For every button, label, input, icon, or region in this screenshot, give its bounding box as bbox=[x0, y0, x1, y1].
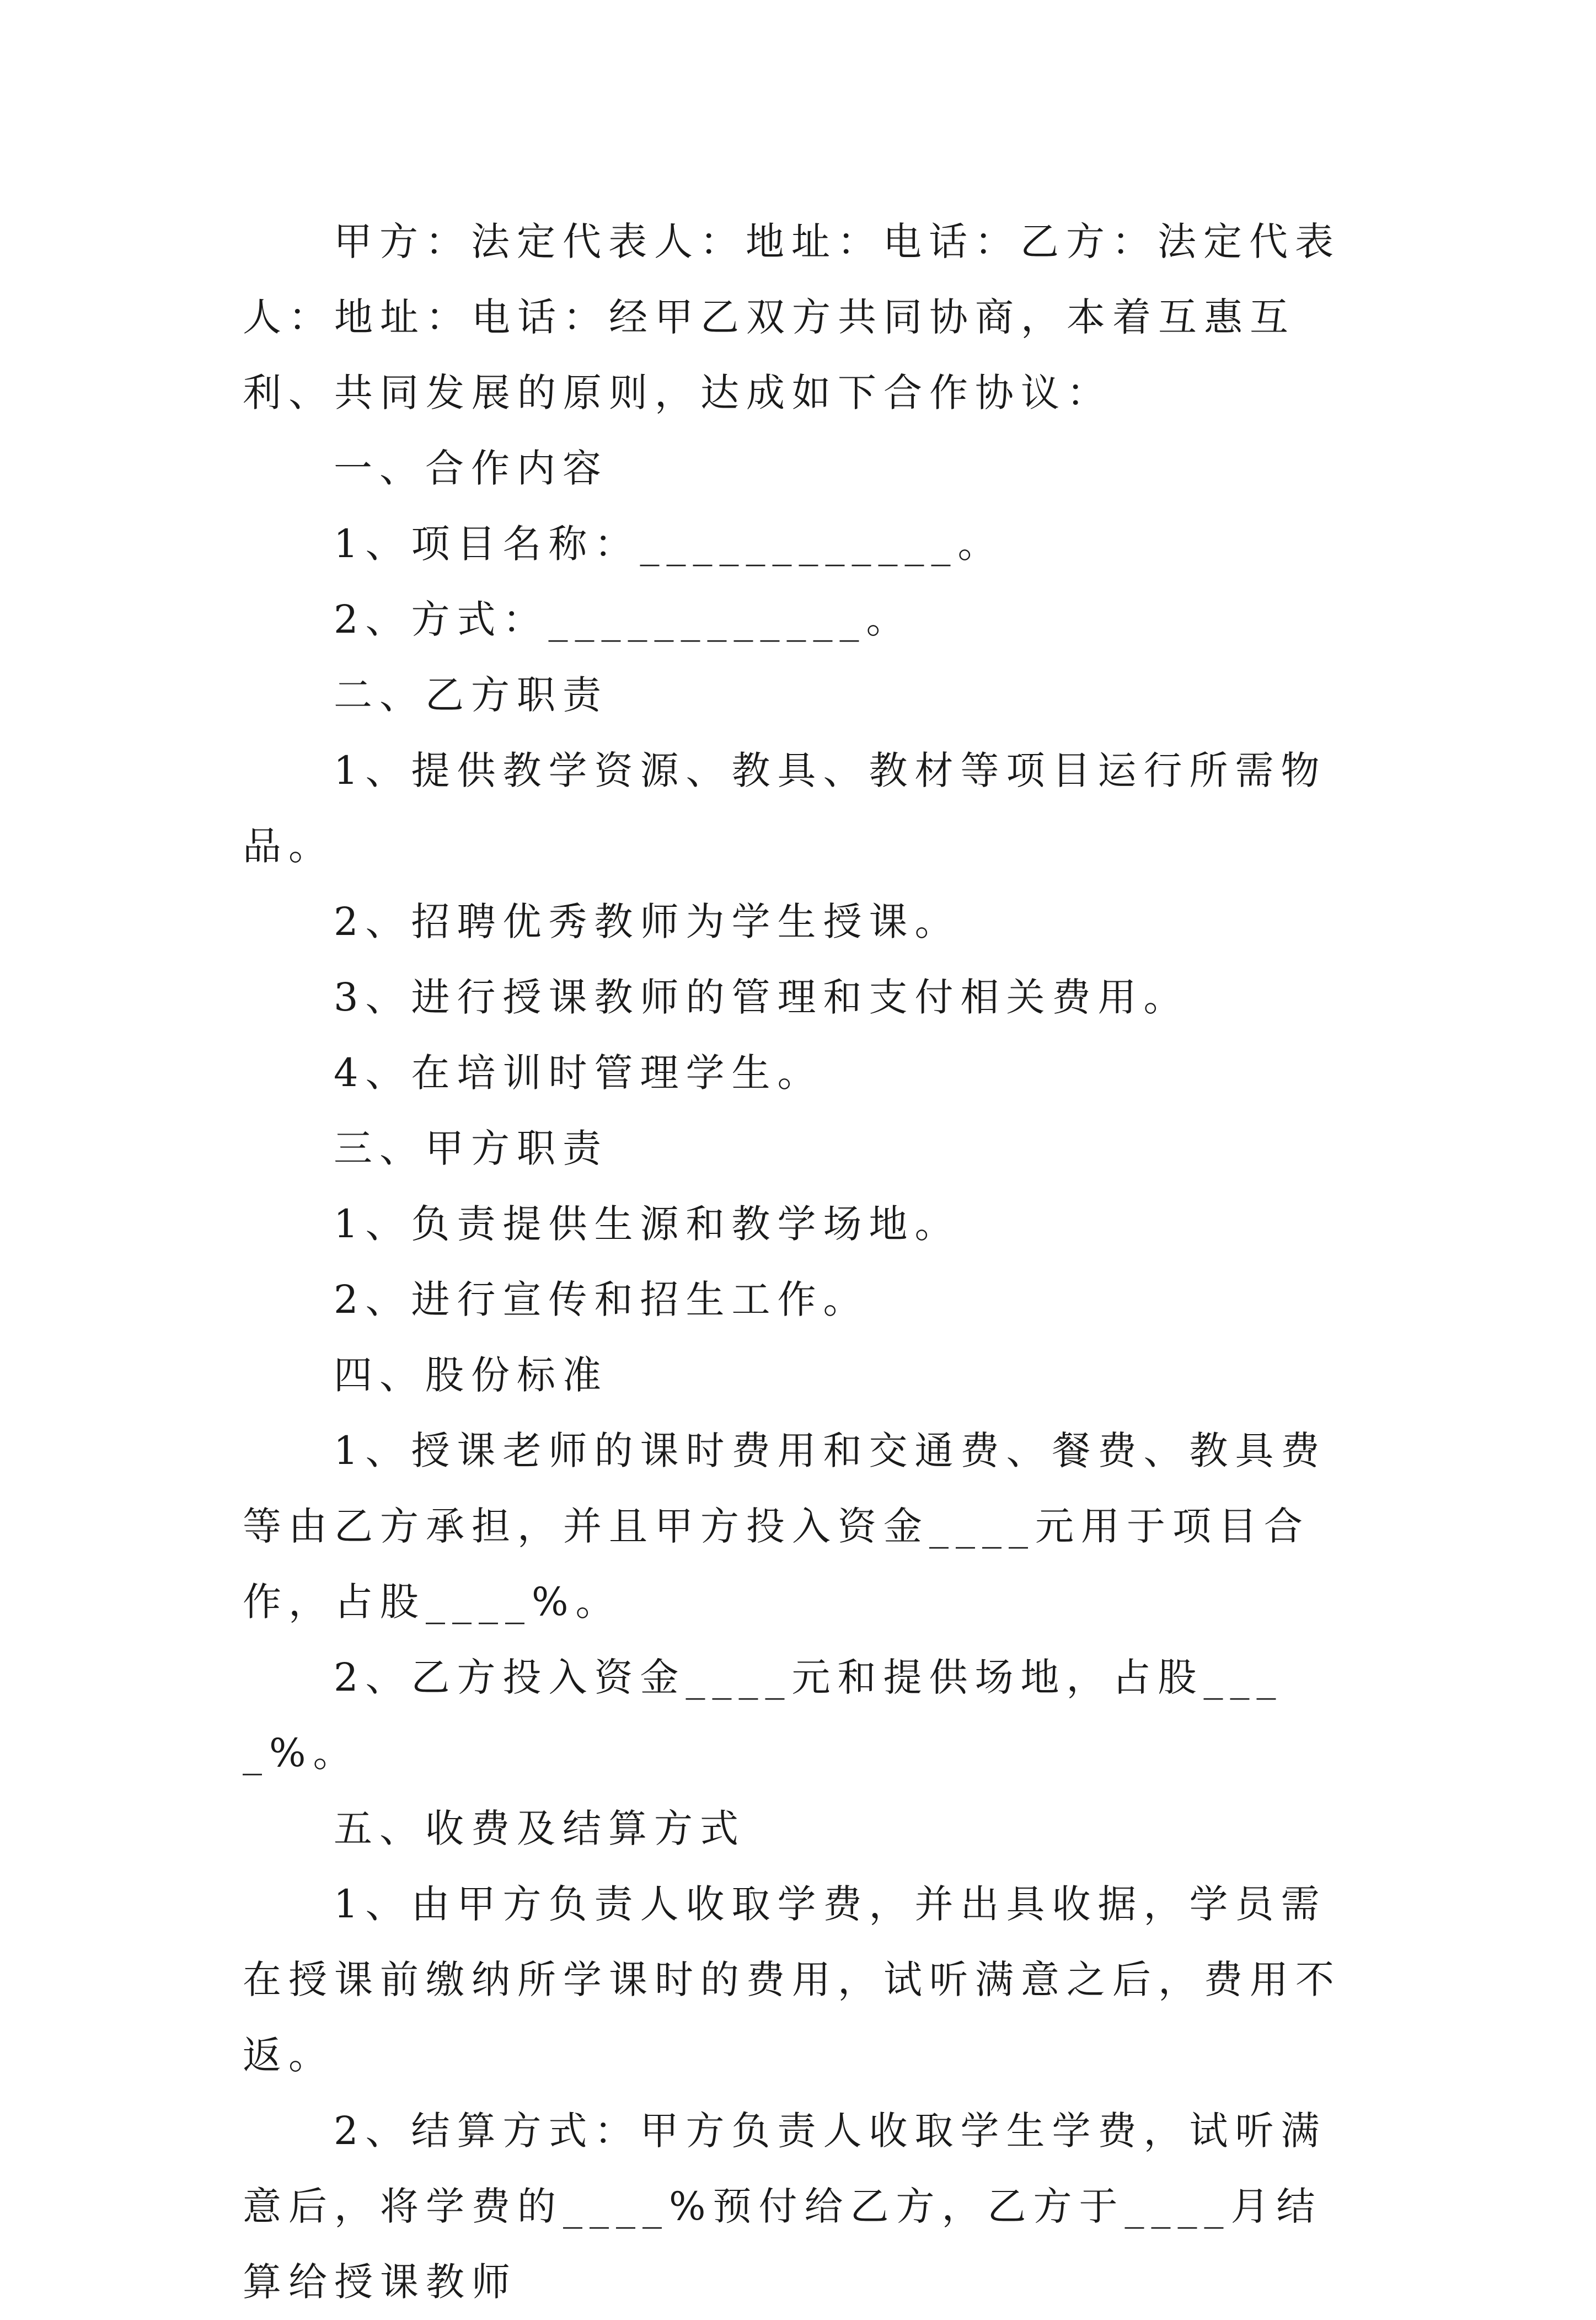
item-share-1: 1、授课老师的课时费用和交通费、餐费、教具费等由乙方承担，并且甲方投入资金____元用于项目合作，占股____%。 bbox=[243, 1428, 1327, 1624]
item-project-name: 1、项目名称：____________。 bbox=[334, 521, 1004, 566]
item-party-b-duty-4: 4、在培训时管理学生。 bbox=[334, 1050, 823, 1095]
item-method: 2、方式：____________。 bbox=[334, 597, 912, 642]
item-share-2: 2、乙方投入资金____元和提供场地，占股____%。 bbox=[243, 1655, 1283, 1776]
item-party-a-duty-1: 1、负责提供生源和教学场地。 bbox=[334, 1201, 961, 1247]
item-party-b-duty-1: 1、提供教学资源、教具、教材等项目运行所需物品。 bbox=[243, 748, 1327, 869]
heading-party-a-duties: 三、甲方职责 bbox=[334, 1126, 608, 1171]
document-body bbox=[243, 204, 1362, 2320]
heading-party-b-duties: 二、乙方职责 bbox=[334, 672, 608, 718]
item-fees-2: 2、结算方式：甲方负责人收取学生学费，试听满意后，将学费的____%预付给乙方，乙方于____月结算给授课教师 bbox=[243, 2108, 1327, 2305]
heading-cooperation-content: 一、合作内容 bbox=[334, 446, 608, 491]
heading-fees-settlement: 五、收费及结算方式 bbox=[334, 1806, 746, 1851]
item-fees-1: 1、由甲方负责人收取学费，并出具收据，学员需在授课前缴纳所学课时的费用，试听满意之后，费用不返。 bbox=[243, 1881, 1341, 2078]
heading-share-standard: 四、股份标准 bbox=[334, 1353, 608, 1398]
item-party-b-duty-3: 3、进行授课教师的管理和支付相关费用。 bbox=[334, 975, 1190, 1020]
item-party-a-duty-2: 2、进行宣传和招生工作。 bbox=[334, 1277, 869, 1322]
paragraph-parties: 甲方：法定代表人：地址：电话：乙方：法定代表人：地址：电话：经甲乙双方共同协商，本着互惠互利、共同发展的原则，达成如下合作协议： bbox=[243, 219, 1341, 415]
item-party-b-duty-2: 2、招聘优秀教师为学生授课。 bbox=[334, 899, 961, 944]
